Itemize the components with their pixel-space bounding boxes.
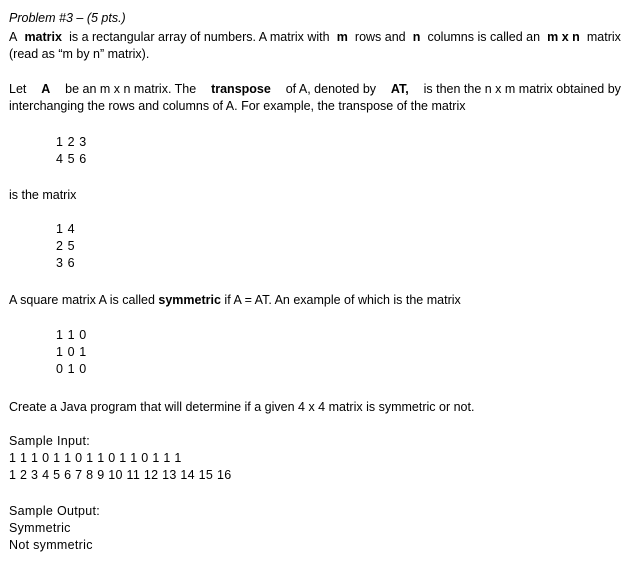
sample-input-line: 1 1 1 0 1 1 0 1 1 0 1 1 0 1 1 1 [9,451,182,465]
intro-paragraph [9,29,621,63]
problem-title: Problem #3 – (5 pts.) [9,11,126,25]
matrix-row: 1 0 1 [56,345,87,359]
matrix-row: 1 2 3 [56,135,87,149]
symmetric-definition: A square matrix A is called symmetric if A = AT. An example of which is the matrix [9,293,461,307]
matrix-row: 3 6 [56,256,76,270]
is-the-matrix-text: is the matrix [9,188,77,202]
transpose-paragraph [9,81,621,115]
sample-output-line: Symmetric [9,521,71,535]
matrix-row: 4 5 6 [56,152,87,166]
matrix-row: 1 1 0 [56,328,87,342]
sample-output-label: Sample Output: [9,504,101,518]
matrix-row: 2 5 [56,239,76,253]
transposed-matrix [56,221,75,272]
sample-input-line: 1 2 3 4 5 6 7 8 9 10 11 12 13 14 15 16 [9,468,232,482]
matrix-row: 0 1 0 [56,362,87,376]
transpose-line-2: interchanging the rows and columns of A. For example, the transpose of the matrix [9,99,466,113]
matrix-row: 1 4 [56,222,76,236]
sample-output-line: Not symmetric [9,538,93,552]
sample-input [9,433,231,484]
intro-line-2: (read as “m by n” matrix). [9,47,150,61]
task-description: Create a Java program that will determine if a given 4 x 4 matrix is symmetric or not. [9,400,475,414]
transpose-line-1: Let A be an m x n matrix. The transpose of A, denoted by AT, is then the n x m matrix obtained by [9,82,621,96]
example-matrix [56,134,87,168]
sample-input-label: Sample Input: [9,434,91,448]
sample-output [9,503,100,554]
intro-line-1: A matrix is a rectangular array of numbers. A matrix with m rows and n columns is called an m x n matrix [9,30,621,44]
symmetric-example-matrix [56,327,87,378]
